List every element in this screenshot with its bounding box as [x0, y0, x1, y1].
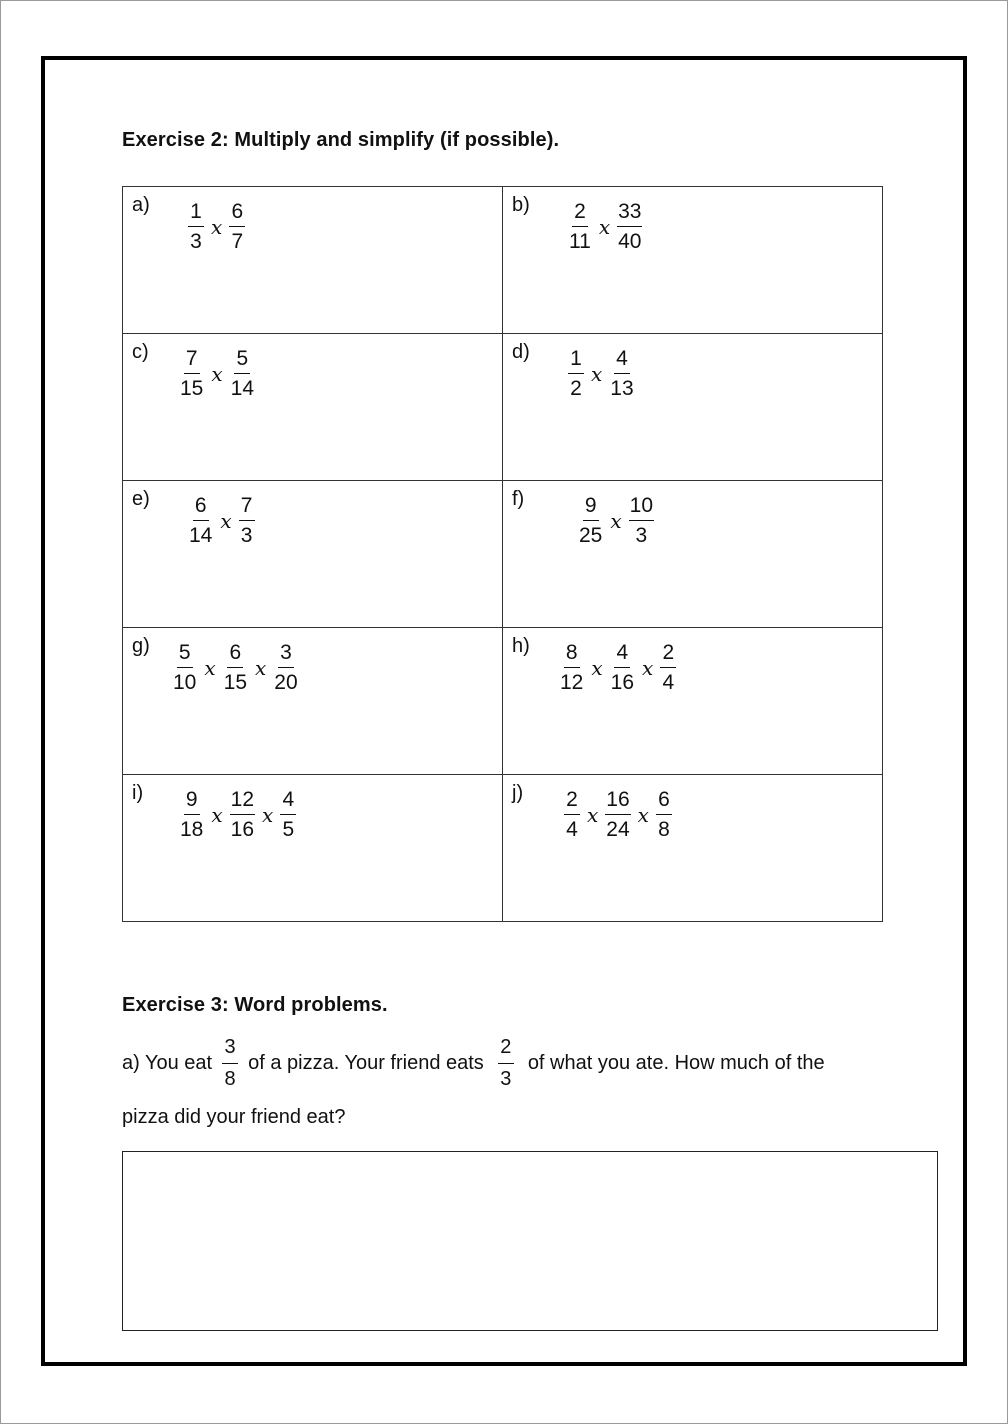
multiply-sign: x	[637, 802, 649, 827]
fraction	[564, 789, 580, 840]
problem-label: a)	[132, 194, 150, 216]
denominator: 5	[282, 818, 295, 841]
numerator: 2	[660, 642, 676, 668]
problem-cell[interactable]	[503, 481, 883, 628]
fraction-expression	[567, 348, 636, 399]
numerator: 8	[564, 642, 580, 668]
fraction	[578, 495, 603, 546]
numerator: 16	[605, 789, 630, 815]
numerator: 3	[278, 642, 294, 668]
multiply-sign: x	[211, 361, 223, 386]
numerator: 2	[498, 1036, 514, 1064]
numerator: 12	[230, 789, 255, 815]
denominator: 8	[658, 818, 670, 841]
numerator: 4	[614, 642, 630, 668]
problem-label: e)	[132, 488, 150, 510]
fraction-expression	[187, 201, 246, 252]
denominator: 8	[224, 1068, 236, 1090]
fraction-expression	[563, 789, 673, 840]
grid-row	[123, 187, 883, 334]
numerator: 6	[227, 642, 243, 668]
numerator: 5	[177, 642, 193, 668]
numerator: 7	[184, 348, 200, 374]
denominator: 3	[500, 1068, 512, 1090]
denominator: 14	[230, 377, 254, 400]
numerator: 1	[188, 201, 204, 227]
multiply-sign: x	[587, 802, 599, 827]
multiply-sign: x	[610, 508, 622, 533]
multiply-sign: x	[255, 655, 267, 680]
problem-cell[interactable]	[503, 628, 883, 775]
fraction-expression	[567, 201, 643, 252]
denominator: 13	[610, 377, 634, 400]
problem-cell[interactable]	[503, 775, 883, 922]
problem-label: g)	[132, 635, 150, 657]
fraction	[222, 1036, 238, 1091]
multiply-sign: x	[211, 802, 223, 827]
denominator: 4	[662, 671, 675, 694]
denominator: 16	[610, 671, 634, 694]
fraction	[568, 201, 592, 252]
numerator: 6	[193, 495, 209, 521]
fraction	[568, 348, 584, 399]
grid-row	[123, 775, 883, 922]
denominator: 3	[190, 230, 202, 253]
numerator: 5	[234, 348, 250, 374]
exercise-3-title: Exercise 3: Word problems.	[122, 994, 388, 1016]
problem-cell[interactable]	[123, 481, 503, 628]
numerator: 10	[629, 495, 654, 521]
multiply-sign: x	[598, 214, 611, 239]
problem-label: j)	[512, 782, 524, 804]
fraction	[629, 495, 654, 546]
word-problem-a-line-2: pizza did your friend eat?	[122, 1106, 346, 1128]
numerator: 33	[617, 201, 642, 227]
fraction	[656, 789, 672, 840]
fraction	[610, 642, 635, 693]
multiply-sign: x	[220, 508, 232, 533]
multiply-sign: x	[262, 802, 274, 827]
fraction	[229, 201, 245, 252]
problem-cell[interactable]	[123, 628, 503, 775]
fraction-expression	[178, 348, 256, 399]
numerator: 6	[229, 201, 245, 227]
word-problem-a-line-1	[122, 1036, 825, 1091]
word-problem-text-3: of what you ate. How much of the	[527, 1052, 825, 1074]
exercise-2-title: Exercise 2: Multiply and simplify (if possible).	[122, 129, 560, 151]
fraction	[559, 642, 584, 693]
multiply-sign: x	[642, 655, 654, 680]
problem-label: h)	[512, 635, 530, 657]
denominator: 16	[230, 818, 254, 841]
numerator: 2	[564, 789, 580, 815]
numerator: 6	[656, 789, 672, 815]
word-problem-text-1: a) You eat	[122, 1052, 213, 1074]
denominator: 3	[635, 524, 648, 547]
denominator: 15	[223, 671, 247, 694]
denominator: 24	[606, 818, 630, 841]
fraction	[239, 495, 255, 546]
denominator: 12	[560, 671, 584, 694]
grid-row	[123, 481, 883, 628]
denominator: 18	[180, 818, 204, 841]
numerator: 9	[184, 789, 200, 815]
fraction-expression	[577, 495, 655, 546]
fraction	[660, 642, 676, 693]
denominator: 3	[240, 524, 253, 547]
problem-cell[interactable]	[503, 187, 883, 334]
problem-cell[interactable]	[123, 187, 503, 334]
fraction	[273, 642, 298, 693]
denominator: 14	[189, 524, 213, 547]
denominator: 4	[566, 818, 578, 841]
fraction	[188, 201, 204, 252]
problem-cell[interactable]	[123, 775, 503, 922]
fraction-expression	[171, 642, 300, 693]
fraction	[230, 789, 255, 840]
fraction	[179, 789, 204, 840]
multiply-sign: x	[591, 655, 603, 680]
multiply-sign: x	[204, 655, 216, 680]
problem-label: f)	[512, 488, 525, 510]
denominator: 10	[173, 671, 197, 694]
numerator: 4	[280, 789, 296, 815]
numerator: 7	[239, 495, 255, 521]
numerator: 3	[222, 1036, 238, 1064]
multiply-sign: x	[211, 214, 223, 239]
fraction	[223, 642, 248, 693]
fraction	[609, 348, 634, 399]
denominator: 40	[618, 230, 642, 253]
numerator: 9	[583, 495, 599, 521]
fraction-expression	[178, 789, 297, 840]
grid-row	[123, 628, 883, 775]
fraction-expression	[558, 642, 677, 693]
fraction	[188, 495, 213, 546]
denominator: 15	[180, 377, 204, 400]
fraction	[179, 348, 204, 399]
exercise-2-grid	[122, 186, 883, 922]
problem-label: i)	[132, 782, 144, 804]
fraction	[230, 348, 255, 399]
problem-label: d)	[512, 341, 530, 363]
problem-label: b)	[512, 194, 530, 216]
grid-row	[123, 334, 883, 481]
problem-cell[interactable]	[503, 334, 883, 481]
fraction	[605, 789, 630, 840]
numerator: 2	[572, 201, 588, 227]
problem-label: c)	[132, 341, 149, 363]
fraction	[617, 201, 642, 252]
fraction	[498, 1036, 514, 1091]
fraction	[172, 642, 197, 693]
fraction-expression	[187, 495, 256, 546]
denominator: 2	[570, 377, 582, 400]
numerator: 1	[568, 348, 584, 374]
answer-box[interactable]	[122, 1151, 938, 1331]
denominator: 20	[274, 671, 298, 694]
problem-cell[interactable]	[123, 334, 503, 481]
multiply-sign: x	[591, 361, 603, 386]
numerator: 4	[614, 348, 630, 374]
denominator: 11	[569, 230, 591, 253]
denominator: 7	[231, 230, 244, 253]
fraction	[280, 789, 296, 840]
denominator: 25	[579, 524, 603, 547]
word-problem-text-2: of a pizza. Your friend eats	[248, 1052, 484, 1074]
